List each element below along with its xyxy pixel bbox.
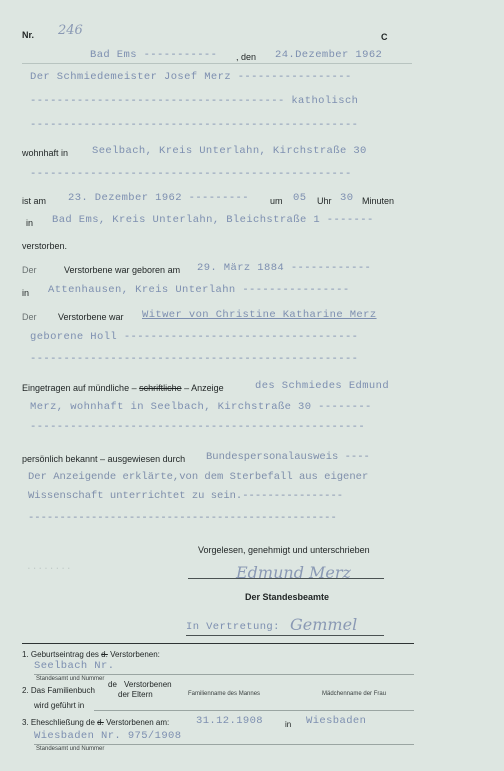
spouse-birth-name: geborene Holl -----------------------------------: [30, 331, 359, 343]
birth-in-label: in: [22, 288, 30, 298]
in-vertretung: In Vertretung:: [186, 621, 280, 633]
registration-filler: --------------------------------------------------: [30, 421, 366, 433]
death-date-label: ist am: [22, 196, 47, 206]
birth-label: Verstorbene war geboren am: [64, 265, 181, 275]
note2-maiden-name-wife: Mädchenname der Frau: [322, 691, 387, 697]
place-of-registration: Bad Ems -----------: [90, 49, 218, 61]
note3-in-label: in: [285, 720, 292, 729]
note3-label: 3. Eheschließung de d. Verstorbenen am:: [22, 718, 170, 727]
registration-label: Eingetragen auf mündliche – schriftliche – Anzeige: [22, 383, 224, 393]
informant-statement-line2: Wissenschaft unterrichtet zu sein.----------------: [28, 490, 344, 502]
note1-line: [34, 674, 414, 675]
registrar-signature-line: [186, 635, 384, 636]
identity-document: Bundespersonalausweis ----: [206, 451, 370, 463]
den-label: , den: [236, 52, 257, 62]
note3-sub: Standesamt und Nummer: [36, 746, 105, 752]
registration-date: 24.Dezember 1962: [275, 49, 383, 61]
marital-label: Verstorbene war: [58, 312, 124, 322]
residence-value: Seelbach, Kreis Unterlahn, Kirchstraße 30: [92, 145, 367, 157]
marital-der-label: Der: [22, 312, 37, 322]
um-label: um: [270, 196, 283, 206]
residence-filler: ------------------------------------------------: [30, 168, 352, 180]
death-in-label: in: [26, 218, 34, 228]
note2-family-name-husband: Familienname des Mannes: [188, 691, 261, 697]
identity-label: persönlich bekannt – ausgewiesen durch: [22, 454, 186, 464]
informant-residence: Merz, wohnhaft in Seelbach, Kirchstraße 30 --------: [30, 401, 372, 413]
verstorben-label: verstorben.: [22, 241, 68, 251]
deceased-religion: -------------------------------------- katholisch: [30, 95, 359, 107]
nr-value: 246: [58, 23, 83, 38]
minuten-label: Minuten: [362, 196, 395, 206]
note2-der-eltern: der Eltern: [118, 690, 153, 699]
residence-label: wohnhaft in: [22, 148, 69, 158]
death-hour: 05: [293, 192, 307, 204]
read-approved-label: Vorgelesen, genehmigt und unterschrieben: [198, 545, 370, 555]
informant-signature: Edmund Merz: [236, 563, 351, 582]
birth-der-label: Der: [22, 265, 37, 275]
letter-c: C: [381, 32, 388, 42]
header-rule: [22, 63, 412, 64]
note2-wird-gefuehrt: wird geführt in: [34, 701, 85, 710]
note2-verstorbenen: Verstorbenen: [124, 680, 172, 689]
death-minutes: 30: [340, 192, 354, 204]
deceased-name: Der Schmiedemeister Josef Merz -----------------: [30, 71, 352, 83]
informant-signature-line: [188, 578, 384, 579]
registrar-label: Der Standesbeamte: [245, 592, 330, 602]
death-date: 23. Dezember 1962 ---------: [68, 192, 249, 204]
note2-de: de: [108, 680, 117, 689]
note1-label: 1. Geburtseintrag des d. Verstorbenen:: [22, 650, 160, 659]
note1-sub: Standesamt und Nummer: [36, 676, 105, 682]
death-place: Bad Ems, Kreis Unterlahn, Bleichstraße 1 -------: [52, 214, 374, 226]
note2-line: [94, 710, 414, 711]
marital-filler: -------------------------------------------------: [30, 353, 359, 365]
note3-line: [34, 744, 414, 745]
informant-statement-line1: Der Anzeigende erklärte,von dem Sterbefall aus eigener: [28, 471, 369, 483]
note1-value: Seelbach Nr.: [34, 660, 115, 672]
informant-description: des Schmiedes Edmund: [255, 380, 390, 392]
signature-dots: ........: [26, 561, 72, 572]
uhr-label: Uhr: [317, 196, 332, 206]
marriage-registry: Wiesbaden Nr. 975/1908: [34, 730, 182, 742]
marriage-place: Wiesbaden: [306, 715, 367, 727]
birth-date: 29. März 1884 ------------: [197, 262, 372, 274]
marital-status: Witwer von Christine Katharine Merz: [142, 309, 377, 321]
birth-place: Attenhausen, Kreis Unterlahn ----------------: [48, 284, 350, 296]
marriage-date: 31.12.1908: [196, 715, 264, 727]
registrar-signature: Gemmel: [290, 615, 358, 634]
nr-label: Nr.: [22, 30, 35, 40]
note2-label: 2. Das Familienbuch: [22, 686, 95, 695]
identity-filler: -------------------------------------------------: [28, 512, 337, 524]
subject-filler: -------------------------------------------------: [30, 119, 359, 131]
notes-divider: [22, 643, 414, 644]
